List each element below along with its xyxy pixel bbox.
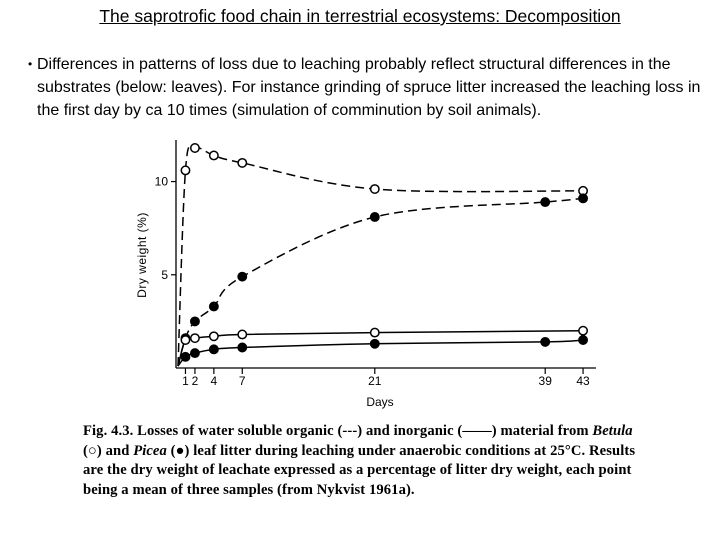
data-point-filled — [181, 353, 189, 361]
caption-betula: Betula — [592, 423, 633, 439]
caption-picea: Picea — [133, 442, 167, 459]
bullet-text: Differences in patterns of loss due to leaching probably reflect structural differences in the substrates (below: leaves). For instance grinding of spruce litter increased the leaching loss in the first day by ca 10 times (simulation of comminution by soil animals). — [37, 56, 701, 119]
data-point-filled — [579, 336, 587, 344]
caption-part1: Losses of water soluble organic (---) and inorganic (——) material from — [137, 423, 589, 439]
figure-caption — [83, 422, 643, 500]
chart-series-points — [181, 144, 587, 361]
data-point-filled — [210, 302, 218, 310]
data-point-open — [238, 159, 246, 167]
data-point-filled — [371, 340, 379, 348]
caption-fig-label: Fig. 4.3. — [83, 423, 134, 439]
chart-axes — [155, 140, 596, 388]
x-tick-label: 4 — [210, 374, 218, 388]
caption-and: and — [105, 442, 130, 459]
data-point-filled — [371, 213, 379, 221]
data-point-filled — [210, 345, 218, 353]
x-tick-label: 1 — [182, 374, 189, 388]
data-point-open — [191, 334, 199, 342]
x-tick-label: 7 — [238, 374, 246, 388]
y-tick-label: 10 — [154, 174, 168, 189]
data-point-filled — [541, 338, 549, 346]
data-point-open — [210, 332, 218, 340]
x-tick-label: 21 — [368, 374, 382, 388]
series-line-1 — [178, 198, 583, 366]
data-point-filled — [579, 194, 587, 202]
bullet-marker: • — [28, 57, 33, 71]
series-line-3 — [178, 340, 583, 366]
caption-symbol-open: (○) — [83, 442, 102, 459]
slide-title: The saprotrofic food chain in terrestrial ecosystems: Decomposition — [99, 6, 621, 26]
data-point-open — [371, 185, 379, 193]
data-point-filled — [191, 349, 199, 357]
caption-symbol-filled: (●) — [170, 442, 190, 459]
x-tick-label: 43 — [576, 374, 590, 388]
x-tick-label: 2 — [191, 374, 199, 388]
data-point-filled — [541, 198, 549, 206]
x-tick-label: 39 — [538, 374, 552, 388]
data-point-filled — [238, 343, 246, 351]
data-point-open — [191, 144, 199, 152]
data-point-filled — [191, 317, 199, 325]
data-point-open — [181, 336, 189, 344]
y-axis-label: Dry weight (%) — [135, 212, 149, 298]
data-point-open — [238, 330, 246, 338]
caption-part2: leaf litter during leaching under anaerobic conditions at 25°C. Results are the dry weight of leachate expressed as a percentage of litter dry weight, each point being a mean of three samples (from Nykvist 1961a). — [83, 442, 636, 498]
data-point-open — [579, 327, 587, 335]
y-tick-label: 5 — [161, 267, 168, 282]
x-axis-label: Days — [366, 395, 394, 409]
data-point-filled — [238, 272, 246, 280]
data-point-open — [210, 151, 218, 159]
data-point-open — [181, 166, 189, 174]
data-point-open — [371, 328, 379, 336]
